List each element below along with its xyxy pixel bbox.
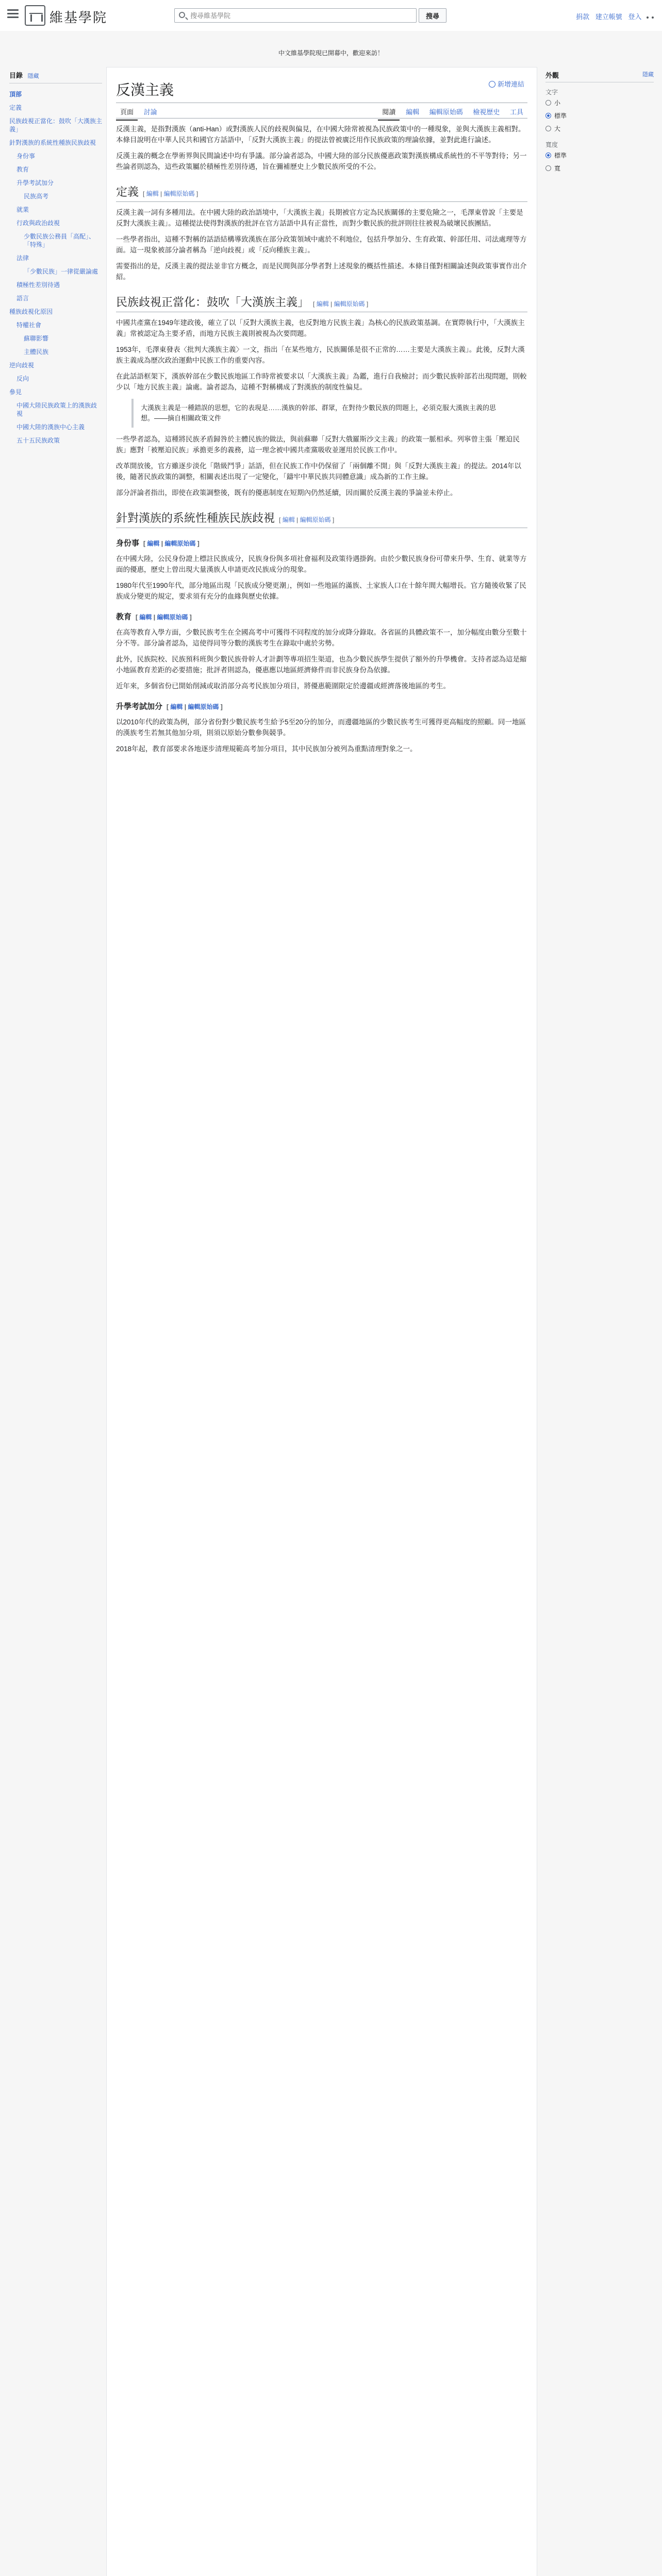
toc-item[interactable] [9,305,102,318]
toc-item-label[interactable]: 蘇聯影響 [24,335,49,342]
appearance-title: 外觀 隱藏 [545,70,654,82]
paragraph: 在中國大陸，公民身份證上標註民族成分，民族身份與多項社會福利及政策待遇掛鉤。由於少數民族身份可帶來升學、生育、就業等方面的優惠，歷史上曾出現大量漢族人申請更改民族成分的現象。 [116,555,527,573]
toc-item[interactable] [9,114,102,136]
paragraph: 反漢主義的概念在學術界與民間論述中均有爭議。部分論者認為，中國大陸的部分民族優惠政策對漢族構成系統性的不平等對待；另一些論者則認為，這些政策屬於積極性差別待遇，旨在彌補歷史上少數民族所受的不公。 [116,152,527,171]
page-tabs [116,103,527,118]
toc-hide-button[interactable]: 隱藏 [27,73,39,79]
search-icon [179,12,185,18]
toc-list [9,88,102,447]
toc-item-label[interactable]: 反向 [16,375,29,382]
paragraph: 2018年起，教育部要求各地逐步清理規範高考加分項目，其中民族加分被列為重點清理對象之一。 [116,745,417,753]
edit-source-section-link[interactable]: 編輯原始碼 [300,516,331,523]
toc-item[interactable] [9,399,102,420]
search-button[interactable]: 搜尋 [419,8,446,23]
toc-item[interactable] [9,190,102,203]
toc-item[interactable] [9,385,102,399]
site-notice: 中文維基學院現已開幕中，歡迎來訪！ [278,49,384,57]
toc-item[interactable] [9,216,102,230]
paragraph: 此外，民族院校、民族預科班與少數民族骨幹人才計劃等專項招生渠道，也為少數民族學生提供了額外的升學機會。支持者認為這是縮小地區教育差距的必要措施；批評者則認為，優惠應以地區經濟條件而非民族身份為依據。 [116,655,527,674]
toc-item-label[interactable]: 身份事 [16,152,36,160]
toc-item[interactable] [9,163,102,176]
edit-section-link[interactable]: 編輯 [139,614,152,621]
toc-item-label[interactable]: 民族歧視正當化：鼓吹「大漢族主義」 [9,117,103,133]
toc-item[interactable] [9,176,102,190]
radio-icon [545,126,551,131]
edit-source-section-link[interactable]: 編輯原始碼 [163,190,195,197]
paragraph: 反漢主義，是指對漢族（anti-Han）或對漢族人民的歧視與偏見，在中國大陸常被視為民族政策中的一種現象，並與大漢族主義相對。本條目說明在中華人民共和國官方話語中，「反對大漢族主義」的提法曾被廣泛用作民族政策的理論依據，並對此進行論述。 [116,125,525,144]
toc-item-label[interactable]: 法律 [16,255,29,262]
search-input[interactable] [189,10,411,21]
tab-read[interactable]: 閱讀 [378,103,400,121]
width-standard[interactable]: 標準 [545,149,654,162]
edit-section-link[interactable]: 編輯 [282,516,295,523]
toc-item[interactable] [9,149,102,163]
search-box[interactable] [174,8,417,23]
toc-item-label[interactable]: 中國大陸民族政策上的漢族歧視 [16,402,97,417]
tab-edit-source[interactable]: 編輯原始碼 [429,108,463,116]
edit-source-section-link[interactable]: 編輯原始碼 [157,614,188,621]
language-button[interactable]: 新增連結 [489,79,524,89]
article-content [106,67,537,2576]
radio-icon [545,152,551,158]
subsection-heading [116,701,527,711]
user-links [572,11,654,21]
toc-item[interactable] [9,278,102,292]
edit-source-section-link[interactable]: 編輯原始碼 [188,703,219,710]
section-edit-links: [ 編輯 | 編輯原始碼 ] [313,300,369,308]
edit-section-link[interactable]: 編輯 [316,300,329,308]
toc-item-label[interactable]: 頂部 [9,91,22,98]
paragraph: 以2010年代的政策為例，部分省份對少數民族考生給予5至20分的加分，而邊疆地區的少數民族考生可獲得更高幅度的照顧。同一地區的漢族考生若無其他加分項，則須以原始分數參與競爭。 [116,718,526,737]
section-heading [116,294,527,312]
width-wide[interactable]: 寬 [545,162,654,175]
toc-item[interactable] [9,88,102,101]
paragraph: 近年來，多個省份已開始削減或取消部分高考民族加分項目，將優惠範圍限定於邊疆或經濟落後地區的考生。 [116,682,450,690]
text-size-standard[interactable]: 標準 [545,109,654,122]
toc-item-label[interactable]: 特權社會 [16,321,42,329]
donate-link[interactable]: 捐款 [576,13,590,21]
section-edit-links: [ 編輯 | 編輯原始碼 ] [136,614,192,621]
page-title: 反漢主義 [116,74,527,103]
quote-block: 大漢族主義是一種錯誤的思想，它的表現是……漢族的幹部、群眾，在對待少數民族的問題上，必須克服大漢族主義的思想。——摘自相關政策文件 [131,399,512,428]
toc-item-label[interactable]: 主體民族 [24,348,49,355]
edit-section-link[interactable]: 編輯 [170,703,183,710]
toc-title: 目錄 隱藏 [9,70,102,83]
toc-item-label[interactable]: 行政與政治歧視 [16,219,60,227]
toc-item[interactable] [9,230,102,251]
toc-item-label[interactable]: 參見 [9,388,22,396]
paragraph: 1980年代至1990年代，部分地區出現「民族成分變更潮」，例如一些地區的滿族、土家族人口在十餘年間大幅增長。官方隨後收緊了民族成分變更的規定，要求須有充分的血緣與歷史依據。 [116,582,526,600]
toc-item-label[interactable]: 中國大陸的漢族中心主義 [16,423,85,431]
tab-tools[interactable]: 工具 [509,108,523,116]
toc-item-label[interactable]: 種族歧視化原因 [9,308,53,315]
toc-item[interactable] [9,265,102,278]
toc-item[interactable] [9,332,102,345]
radio-icon [545,165,551,171]
paragraph: 部分評論者指出，即使在政策調整後，既有的優惠制度在短期內仍然延續，因而關於反漢主義的爭論並未停止。 [116,489,457,497]
toc-item-label[interactable]: 「少數民族」一律從嚴論處 [24,268,98,275]
toc-sidebar [9,70,102,447]
toc-item[interactable] [9,251,102,265]
tab-edit[interactable]: 編輯 [406,108,420,116]
tab-talk[interactable]: 討論 [143,108,157,116]
heading-text: 民族歧視正當化：鼓吹「大漢族主義」 [116,296,309,309]
paragraph: 反漢主義一詞有多種用法。在中國大陸的政治語境中，「大漢族主義」長期被官方定為民族關係的主要危險之一，毛澤東曾說「主要是反對大漢族主義」。這種提法使得對漢族的批評在官方話語中具有正當性，而對少數民族的批評則往往被視為破壞民族團結。 [116,209,523,227]
toc-item-label[interactable]: 就業 [16,206,29,213]
toc-item[interactable] [9,420,102,434]
paragraph: 改革開放後，官方雖逐步淡化「階級鬥爭」話語，但在民族工作中仍保留了「兩個離不開」與「反對大漢族主義」的提法。2014年以後，隨著民族政策的調整，相關表述出現了一定變化，「鑄牢中華民族共同體意識」成為新的工作主線。 [116,462,522,481]
site-logo-icon[interactable] [25,5,45,26]
text-size-label: 文字 [545,89,558,96]
heading-text: 針對漢族的系統性種族民族歧視 [116,512,275,524]
toc-item-label[interactable]: 積極性差別待遇 [16,281,60,289]
toc-item[interactable] [9,292,102,305]
toc-item-label[interactable]: 語言 [16,295,29,302]
section-edit-links: [ 編輯 | 編輯原始碼 ] [279,516,335,523]
toc-item[interactable] [9,359,102,372]
heading-text: 定義 [116,185,139,198]
toc-item[interactable] [9,372,102,385]
article-body [116,124,527,754]
section-edit-links: [ 編輯 | 編輯原始碼 ] [167,703,223,710]
toc-item[interactable] [9,318,102,332]
section-heading [116,183,527,202]
appearance-panel [545,70,654,175]
toc-item[interactable] [9,203,102,216]
paragraph: 1953年，毛澤東發表〈批判大漢族主義〉一文，指出「在某些地方，民族關係是很不正常的……主要是大漢族主義」。此後，反對大漢族主義成為歷次政治運動中民族工作的重要內容。 [116,346,525,364]
radio-icon [545,113,551,118]
toc-item-label[interactable]: 定義 [9,104,22,111]
paragraph: 中國共產黨在1949年建政後，確立了以「反對大漢族主義，也反對地方民族主義」為核心的民族政策基調。在實際執行中，「大漢族主義」常被認定為主要矛盾，而地方民族主義則被視為次要問題。 [116,319,525,337]
radio-icon [545,100,551,106]
toc-item[interactable] [9,345,102,359]
toc-item-label[interactable]: 五十五民族政策 [16,437,60,444]
login-link[interactable]: 登入 [628,13,642,21]
paragraph: 在此話語框架下，漢族幹部在少數民族地區工作時常被要求以「大漢族主義」為鑑，進行自我檢討；而少數民族幹部若出現問題，則較少以「地方民族主義」論處。論者認為，這種不對稱構成了對漢族的制度性偏見。 [116,372,527,391]
toc-item-label[interactable]: 教育 [16,166,29,173]
heading-text: 身份事 [116,539,140,548]
section-heading [116,510,527,528]
globe-icon [489,81,495,88]
top-bar [0,0,662,31]
tab-page[interactable]: 頁面 [116,103,138,121]
toc-item-label[interactable]: 逆向歧視 [9,362,35,369]
toc-item-label[interactable]: 少數民族公務員「高配」、「特殊」 [24,233,95,248]
toc-item-label[interactable]: 針對漢族的系統性種族民族歧視 [9,139,96,146]
edit-section-link[interactable]: 編輯 [147,540,160,547]
paragraph: 在高等教育入學方面，少數民族考生在全國高考中可獲得不同程度的加分或降分錄取。各省區的具體政策不一，加分幅度由數分至數十分不等。部分論者認為，這使得同等分數的漢族考生在錄取中處於劣勢。 [116,629,527,647]
heading-text: 教育 [116,613,132,621]
subsection-heading [116,611,527,622]
create-account-link[interactable]: 建立帳號 [595,13,622,21]
toc-item-label[interactable]: 升學考試加分 [16,179,54,187]
edit-source-section-link[interactable]: 編輯原始碼 [334,300,365,308]
toc-item-label[interactable]: 民族高考 [24,193,49,200]
site-title[interactable]: 維基學院 [49,10,108,25]
edit-source-section-link[interactable]: 編輯原始碼 [164,540,196,547]
paragraph: 一些學者指出，這種不對稱的話語結構導致漢族在部分政策領域中處於不利地位，包括升學加分、生育政策、幹部任用、司法處理等方面。這一現象被部分論者稱為「逆向歧視」或「反向種族主義」。 [116,235,527,254]
heading-text: 升學考試加分 [116,702,163,711]
toc-item[interactable] [9,136,102,149]
appearance-hide-button[interactable]: 隱藏 [642,72,654,78]
paragraph: 需要指出的是，反漢主義的提法並非官方概念，而是民間與部分學者對上述現象的概括性描述。本條目僅對相關論述與政策事實作出介紹。 [116,262,527,281]
tab-history[interactable]: 檢視歷史 [473,108,500,116]
more-icon[interactable] [647,16,654,19]
text-size-small[interactable]: 小 [545,96,654,109]
menu-icon[interactable] [7,9,19,19]
paragraph: 一些學者認為，這種將民族矛盾歸咎於主體民族的做法，與前蘇聯「反對大俄羅斯沙文主義」的政策一脈相承。列寧曾主張「壓迫民族」應對「被壓迫民族」承擔更多的義務，這一理念被中國共產黨吸收並運用於民族工作中。 [116,435,520,454]
edit-section-link[interactable]: 編輯 [146,190,159,197]
section-edit-links: [ 編輯 | 編輯原始碼 ] [143,190,198,197]
subsection-heading [116,537,527,548]
width-label: 寬度 [545,141,558,148]
toc-item[interactable] [9,101,102,114]
toc-item[interactable] [9,434,102,447]
text-size-large[interactable]: 大 [545,122,654,135]
section-edit-links: [ 編輯 | 編輯原始碼 ] [143,540,200,547]
